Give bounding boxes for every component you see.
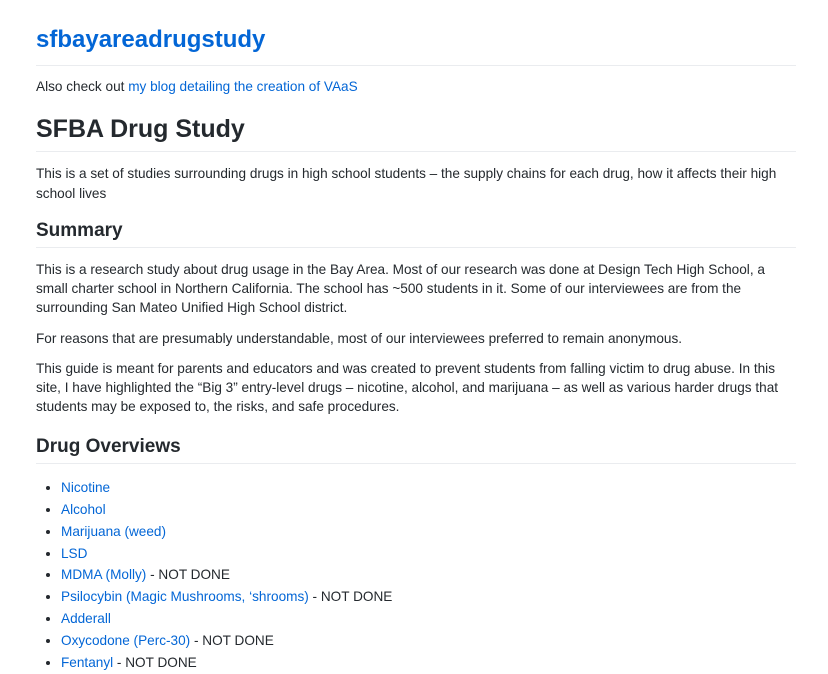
drug-overviews-heading: Drug Overviews xyxy=(36,435,796,465)
list-item xyxy=(61,521,796,543)
site-header xyxy=(36,20,796,66)
summary-paragraph-1: This is a research study about drug usage in the Bay Area. Most of our research was done at Design Tech High School, a small charter school in Northern California. The school has ~500 students in it. Some of our interviewees are from the surrounding San Mateo Unified High School district. xyxy=(36,262,765,315)
drug-link-oxycodone[interactable]: Oxycodone (Perc-30) xyxy=(61,632,191,648)
drug-link-adderall[interactable]: Adderall xyxy=(61,611,111,627)
drug-link-marijuana[interactable]: Marijuana (weed) xyxy=(61,523,167,539)
description-paragraph: This is a set of studies surrounding drugs in high school students – the supply chains for each drug, how it affects their high school lives xyxy=(36,166,777,201)
list-item xyxy=(61,499,796,521)
drug-link-fentanyl[interactable]: Fentanyl xyxy=(61,654,114,670)
list-item xyxy=(61,543,796,565)
page-title: SFBA Drug Study xyxy=(36,114,796,152)
drug-link-alcohol[interactable]: Alcohol xyxy=(61,502,106,518)
drug-link-mdma[interactable]: MDMA (Molly) xyxy=(61,567,147,583)
site-title-link[interactable]: sfbayareadrugstudy xyxy=(36,26,266,53)
summary-paragraph-3: This guide is meant for parents and educators and was created to prevent students from falling victim to drug abuse. In this site, I have highlighted the “Big 3” entry-level drugs – nicotine, alcohol, and marijuana – as well as various harder drugs that students may be exposed to, the risks, and safe procedures. xyxy=(36,361,779,414)
summary-heading: Summary xyxy=(36,219,796,249)
status-note: - NOT DONE xyxy=(190,632,274,648)
drug-link-psilocybin[interactable]: Psilocybin (Magic Mushrooms, ‘shrooms) xyxy=(61,589,309,605)
summary-paragraph-2: For reasons that are presumably understandable, most of our interviewees preferred to remain anonymous. xyxy=(36,330,683,346)
list-item xyxy=(61,586,796,608)
list-item xyxy=(61,477,796,499)
intro-prefix: Also check out xyxy=(36,79,129,95)
drug-list xyxy=(36,477,796,673)
intro-paragraph xyxy=(36,77,796,96)
list-item xyxy=(61,564,796,586)
status-note: - NOT DONE xyxy=(146,567,230,583)
list-item xyxy=(61,608,796,630)
drug-link-lsd[interactable]: LSD xyxy=(61,545,88,561)
status-note: - NOT DONE xyxy=(113,654,197,670)
blog-link[interactable]: my blog detailing the creation of VAaS xyxy=(128,79,358,95)
drug-link-nicotine[interactable]: Nicotine xyxy=(61,480,111,496)
list-item xyxy=(61,652,796,674)
status-note: - NOT DONE xyxy=(308,589,393,605)
list-item xyxy=(61,630,796,652)
